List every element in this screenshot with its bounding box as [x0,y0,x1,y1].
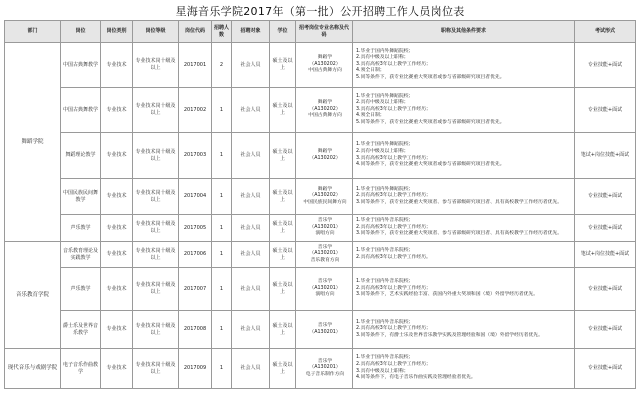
positions-table [4,20,636,389]
degree-cell: 硕士及以上 [270,349,296,389]
exam-cell: 笔试+岗位技能+面试 [575,133,636,179]
target-cell: 社会人员 [232,242,270,268]
exam-cell: 专业技能+面试 [575,179,636,215]
level-cell: 专业技术岗十级及以上 [133,311,179,349]
level-cell: 专业技术岗十级及以上 [133,349,179,389]
count-cell: 1 [212,311,232,349]
table-row [5,133,636,179]
col-header-target: 招聘对象 [232,21,270,43]
col-header-dept: 部门 [5,21,61,43]
requirements-cell: 1.毕业于国内外音乐院校； 2.具有高校3年以上教学工作经历； 3.同等条件下，有爵士乐及世界音乐教学实践及管理经验和国（境）外留学经历者优先。 [353,311,575,349]
degree-cell: 硕士及以上 [270,88,296,133]
table-row [5,242,636,268]
degree-cell: 硕士及以上 [270,179,296,215]
category-cell: 专业技术 [101,242,133,268]
dept-cell: 舞蹈学院 [5,43,61,242]
target-cell: 社会人员 [232,43,270,88]
major-cell: 舞蹈学 （A130202） [296,133,353,179]
major-cell: 舞蹈学 （A130202） 中国古典舞方向 [296,88,353,133]
code-cell: 2017004 [179,179,212,215]
col-header-post: 岗位 [61,21,101,43]
requirements-cell: 1.毕业于国内外舞蹈院校； 2.具有高校3年以上教学工作经历； 3.同等条件下，获专业比赛重大奖项者、参与省部级研究项目者、具有高校教学工作经历者优先。 [353,179,575,215]
category-cell: 专业技术 [101,43,133,88]
count-cell: 1 [212,349,232,389]
major-cell: 音乐学 （A130201） 音乐教育方向 [296,242,353,268]
category-cell: 专业技术 [101,349,133,389]
target-cell: 社会人员 [232,179,270,215]
count-cell: 1 [212,215,232,242]
table-row [5,349,636,389]
col-header-exam: 考试形式 [575,21,636,43]
post-cell: 音乐教育理论及实践教学 [61,242,101,268]
level-cell: 专业技术岗十级及以上 [133,88,179,133]
table-row [5,88,636,133]
count-cell: 1 [212,242,232,268]
col-header-category: 岗位类别 [101,21,133,43]
code-cell: 2017002 [179,88,212,133]
post-cell: 中国古典舞教学 [61,43,101,88]
col-header-degree: 学位 [270,21,296,43]
category-cell: 专业技术 [101,179,133,215]
requirements-cell: 1.毕业于国内外音乐院校； 2.具有高校3年以上教学工作经历； 3.具有中级及以上职称； 4.同等条件下，有电子音乐作曲实践及管理经验者优先。 [353,349,575,389]
code-cell: 2017005 [179,215,212,242]
dept-cell: 现代音乐与戏剧学院 [5,349,61,389]
target-cell: 社会人员 [232,311,270,349]
col-header-requirements: 职称及其他条件要求 [353,21,575,43]
table-row [5,311,636,349]
count-cell: 1 [212,133,232,179]
page-title: 星海音乐学院2017年（第一批）公开招聘工作人员岗位表 [175,5,465,18]
degree-cell: 硕士及以上 [270,43,296,88]
level-cell: 专业技术岗十级及以上 [133,242,179,268]
count-cell: 1 [212,268,232,311]
degree-cell: 硕士及以上 [270,268,296,311]
degree-cell: 硕士及以上 [270,215,296,242]
code-cell: 2017006 [179,242,212,268]
requirements-cell: 1.毕业于国内外舞蹈院校； 2.具有中级及以上职称； 3.具有高校3年以上教学工作经历； 4.同等条件下，获专业比赛重大奖项者或参与省部级研究项目者优先。 [353,133,575,179]
exam-cell: 笔试+岗位技能+面试 [575,242,636,268]
count-cell: 1 [212,179,232,215]
degree-cell: 硕士及以上 [270,242,296,268]
major-cell: 音乐学 （A130201） 电子音乐制作方向 [296,349,353,389]
exam-cell: 专业技能+面试 [575,43,636,88]
table-row [5,215,636,242]
category-cell: 专业技术 [101,133,133,179]
code-cell: 2017008 [179,311,212,349]
code-cell: 2017007 [179,268,212,311]
level-cell: 专业技术岗十级及以上 [133,215,179,242]
table-row [5,268,636,311]
exam-cell: 专业技能+面试 [575,88,636,133]
major-cell: 舞蹈学 （A130202） 中国古典舞方向 [296,43,353,88]
col-header-count: 招聘人数 [212,21,232,43]
level-cell: 专业技术岗十级及以上 [133,133,179,179]
exam-cell: 专业技能+面试 [575,311,636,349]
major-cell: 舞蹈学 （A130202） 中国民族民间舞方向 [296,179,353,215]
level-cell: 专业技术岗十级及以上 [133,43,179,88]
post-cell: 中国民族民间舞教学 [61,179,101,215]
count-cell: 1 [212,88,232,133]
degree-cell: 硕士及以上 [270,133,296,179]
col-header-major: 招考岗位专业名称及代码 [296,21,353,43]
post-cell: 声乐教学 [61,268,101,311]
post-cell: 爵士乐及世界音乐教学 [61,311,101,349]
requirements-cell: 1.毕业于国内外音乐院校； 2.具有高校3年以上教学工作经历。 [353,242,575,268]
post-cell: 中国古典舞教学 [61,88,101,133]
major-cell: 音乐学 （A130201） [296,311,353,349]
count-cell: 2 [212,43,232,88]
code-cell: 2017009 [179,349,212,389]
post-cell: 电子音乐作曲教学 [61,349,101,389]
table-row [5,179,636,215]
requirements-cell: 1.毕业于国内外舞蹈院校； 2.具有中级及以上职称； 3.具有高校3年以上教学工作经历； 4.须全日制； 5.同等条件下，获专业比赛重大奖项者或参与省部级研究项目者优先。 [353,43,575,88]
exam-cell: 专业技能+面试 [575,215,636,242]
category-cell: 专业技术 [101,311,133,349]
category-cell: 专业技术 [101,215,133,242]
target-cell: 社会人员 [232,215,270,242]
requirements-cell: 1.毕业于国内外音乐院校； 2.具有高校3年以上教学工作经历； 3.同等条件下，艺术实践经验丰富、获国内外重大奖项和国（境）外留学经历者优先。 [353,268,575,311]
target-cell: 社会人员 [232,268,270,311]
dept-cell: 音乐教育学院 [5,242,61,349]
post-cell: 舞蹈理论教学 [61,133,101,179]
level-cell: 专业技术岗十级及以上 [133,179,179,215]
category-cell: 专业技术 [101,88,133,133]
requirements-cell: 1.毕业于国内外舞蹈院校； 2.具有中级及以上职称； 3.具有高校3年以上教学工作经历； 4.须全日制； 5.同等条件下，获专业比赛重大奖项者或参与省部级研究项目者优先。 [353,88,575,133]
category-cell: 专业技术 [101,268,133,311]
col-header-level: 岗位等级 [133,21,179,43]
exam-cell: 专业技能+面试 [575,349,636,389]
code-cell: 2017003 [179,133,212,179]
target-cell: 社会人员 [232,349,270,389]
code-cell: 2017001 [179,43,212,88]
target-cell: 社会人员 [232,88,270,133]
requirements-cell: 1.毕业于国内外音乐院校； 2.具有高校3年以上教学工作经历； 3.同等条件下，获专业比赛重大奖项者、参与省部级研究项目者、具有高校教学工作经历者优先。 [353,215,575,242]
post-cell: 声乐教学 [61,215,101,242]
col-header-code: 岗位代码 [179,21,212,43]
level-cell: 专业技术岗十级及以上 [133,268,179,311]
table-header-row [5,21,636,43]
exam-cell: 专业技能+面试 [575,268,636,311]
degree-cell: 硕士及以上 [270,311,296,349]
target-cell: 社会人员 [232,133,270,179]
major-cell: 音乐学 （A130201） 演唱方向 [296,215,353,242]
table-row [5,43,636,88]
major-cell: 音乐学 （A130201） 演唱方向 [296,268,353,311]
